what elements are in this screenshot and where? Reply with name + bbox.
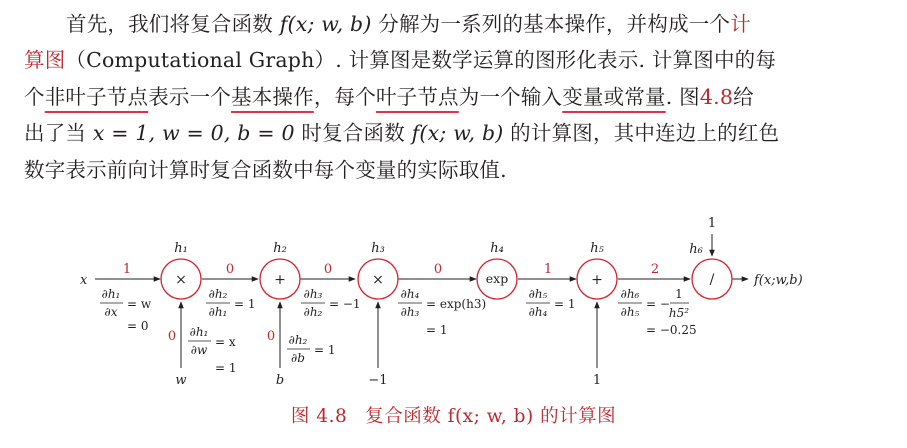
edge-value-w: 0: [167, 329, 177, 344]
text-run: 的计算图，其中连边上的红色: [503, 121, 780, 146]
text-run: . 图: [665, 84, 700, 109]
deriv-denominator: ∂h₁: [208, 305, 228, 319]
figure-caption: [0, 402, 907, 428]
deriv-numerator: ∂h₆: [620, 287, 640, 301]
deriv-denominator: ∂w: [190, 343, 208, 357]
edge-value: 1: [543, 262, 553, 277]
deriv-dh4-dh3: [398, 287, 486, 337]
deriv-denominator: ∂b: [291, 351, 305, 365]
underlined-basic-operation: 基本操作: [231, 84, 314, 109]
deriv-eq: = exp(h3): [426, 297, 487, 311]
text-run: 为一个输入: [458, 84, 563, 109]
node-h1-label: h₁: [174, 241, 188, 256]
caption-number: 图 4.8: [290, 406, 348, 427]
deriv-eq: = −1: [329, 297, 361, 311]
text-run: 数字表示前向计算时复合函数中每个变量的实际取值.: [24, 157, 507, 182]
deriv-value: = 0: [127, 319, 149, 333]
deriv-dh1-dw: [188, 325, 237, 375]
deriv-value: = 1: [215, 361, 237, 375]
deriv-dh6-dh5: [618, 287, 697, 337]
math-fx: f(x; w, b): [279, 12, 372, 36]
text-run: （Computational Graph）. 计算图是数学运算的图形化表示. 计算图中的每: [65, 48, 777, 73]
text-run: ，每个: [313, 84, 376, 109]
input-one-h6: 1: [707, 216, 717, 231]
figure-reference-link[interactable]: 4.8: [699, 84, 734, 109]
deriv-denominator: ∂h₄: [528, 305, 548, 319]
deriv-denominator: ∂x: [104, 305, 118, 319]
deriv-dh3-dh2: [301, 287, 361, 319]
deriv-numerator: ∂h₂: [208, 287, 228, 301]
edge-value: 0: [225, 262, 235, 277]
text-run: 时复合函数: [294, 121, 412, 146]
deriv-eq: = x: [215, 335, 236, 349]
term-computational-graph-cont[interactable]: 算图: [24, 48, 66, 73]
node-h2-label: h₂: [273, 241, 287, 256]
edge-value: 2: [650, 262, 660, 277]
input-x: x: [80, 273, 88, 288]
deriv-numerator: ∂h₁: [101, 287, 121, 301]
caption-text: 复合函数 f(x; w, b) 的计算图: [365, 406, 617, 427]
deriv-dh5-dh4: [526, 287, 576, 319]
text-run: 给: [733, 84, 754, 109]
node-labels: [174, 241, 703, 257]
deriv-eq: = 1: [234, 297, 256, 311]
deriv-dh1-dx: [100, 287, 152, 333]
deriv-frac-numerator: 1: [675, 287, 683, 301]
input-one-h5: 1: [592, 373, 602, 388]
deriv-numerator: ∂h₁: [189, 325, 209, 339]
node-h4-op: exp: [485, 271, 509, 286]
deriv-numerator: ∂h₅: [528, 287, 548, 301]
edge-value: 0: [323, 262, 333, 277]
deriv-eq: = w: [127, 297, 152, 311]
underlined-non-leaf-node: 非叶子节点: [44, 84, 149, 109]
deriv-numerator: ∂h₂: [288, 333, 308, 347]
deriv-value: = −0.25: [646, 323, 697, 337]
input-neg1: −1: [368, 373, 388, 388]
deriv-denominator: ∂h₅: [620, 305, 640, 319]
math-values: x = 1, w = 0, b = 0: [92, 121, 295, 146]
deriv-value: = 1: [426, 323, 448, 337]
deriv-eq: = −: [646, 297, 670, 311]
node-h1-op: ×: [175, 272, 187, 288]
deriv-eq: = 1: [554, 297, 576, 311]
math-fx: f(x; w, b): [411, 121, 504, 146]
node-h2-op: +: [274, 272, 286, 288]
output-f: f(x;w,b): [754, 273, 803, 288]
edge-value: 1: [122, 262, 132, 277]
text-run: 首先，我们将复合函数: [66, 12, 280, 36]
underlined-variable-or-constant: 变量或常量: [562, 84, 666, 109]
node-h6-label: h₆: [689, 242, 703, 257]
underlined-leaf-node: 叶子节点: [375, 84, 459, 109]
edge-value-b: 0: [266, 329, 276, 344]
text-run: 表示一个: [148, 84, 232, 109]
derivative-labels: [100, 287, 697, 375]
deriv-numerator: ∂h₃: [303, 287, 323, 301]
deriv-frac-denominator: h5²: [668, 306, 690, 320]
term-computational-graph[interactable]: 计: [730, 12, 751, 36]
node-h5-label: h₅: [590, 241, 604, 256]
node-h5-op: +: [591, 272, 603, 288]
deriv-eq: = 1: [314, 343, 336, 357]
input-w: w: [175, 373, 187, 388]
deriv-numerator: ∂h₄: [400, 287, 420, 301]
edge-value: 0: [433, 262, 443, 277]
node-h3-op: ×: [372, 272, 384, 288]
node-h6-op: /: [709, 272, 715, 288]
deriv-denominator: ∂h₃: [400, 305, 420, 319]
deriv-dh2-dh1: [206, 287, 256, 319]
text-run: 个: [24, 84, 45, 109]
deriv-dh2-db: [287, 333, 336, 365]
text-run: 出了当: [24, 121, 93, 146]
input-b: b: [275, 373, 285, 388]
deriv-denominator: ∂h₂: [303, 305, 323, 319]
node-h3-label: h₃: [371, 241, 385, 256]
text-run: 分解为一系列的基本操作，并构成一个: [371, 12, 731, 36]
node-h4-label: h₄: [490, 241, 504, 256]
